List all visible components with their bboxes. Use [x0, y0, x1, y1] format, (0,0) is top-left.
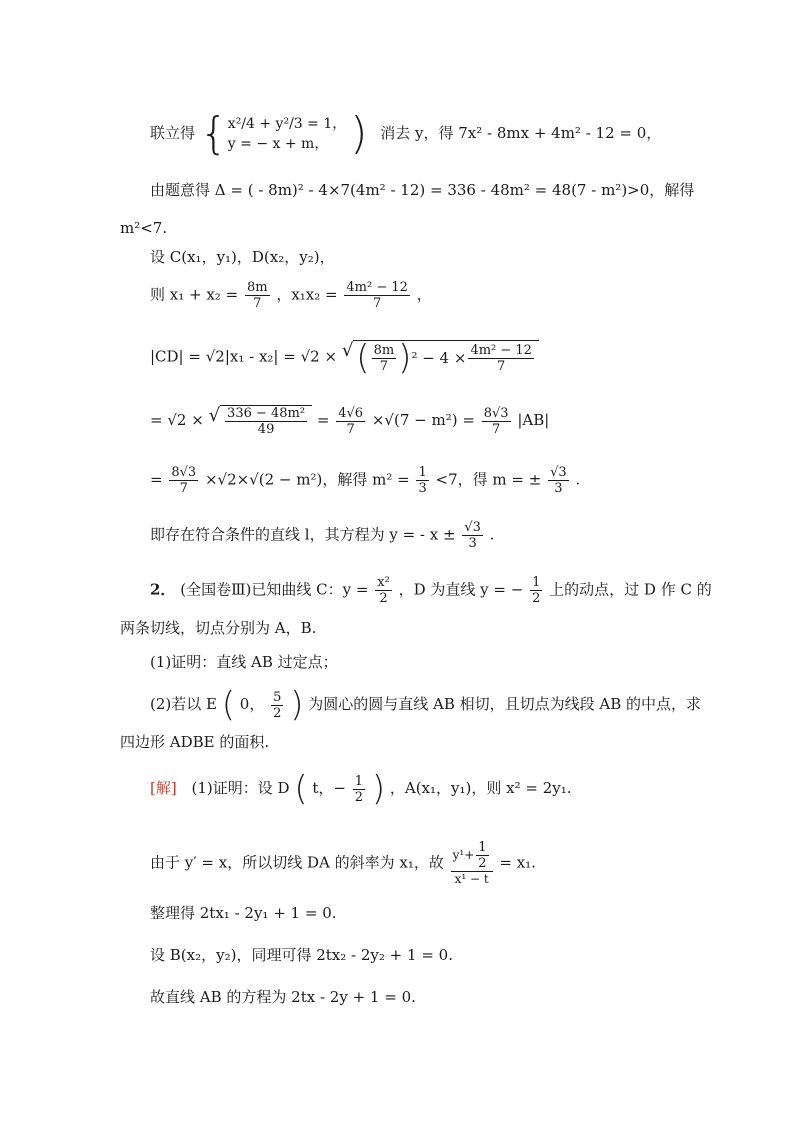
- formula-line: [150, 338, 539, 378]
- text: ，x₁x₂ =: [276, 285, 338, 304]
- denominator: 2: [478, 856, 487, 871]
- fraction: [225, 406, 307, 437]
- numerator: 1: [418, 465, 427, 480]
- denominator: 7: [379, 358, 388, 374]
- numerator: 4√6: [338, 405, 364, 421]
- fraction: [416, 465, 428, 496]
- fraction: [548, 465, 569, 496]
- system-row-2: y = − x + m，: [227, 136, 329, 152]
- solution-label: [解]: [150, 779, 177, 797]
- text: (2)若以 E: [150, 695, 217, 713]
- denominator: 7: [373, 296, 382, 311]
- denominator: 2: [354, 789, 364, 805]
- text: =: [316, 411, 330, 429]
- numerator: 8√3: [171, 465, 197, 480]
- numerator: 1: [478, 840, 487, 855]
- system-row-1: x²/4 + y²/3 = 1，: [227, 116, 347, 132]
- numerator: √3: [464, 520, 481, 535]
- text: ² − 4 ×: [411, 349, 467, 367]
- formula-line: [150, 405, 549, 437]
- solution-line-2: [150, 840, 536, 887]
- text: 消去 y，得 7x² - 8mx + 4m² - 12 = 0，: [380, 124, 662, 142]
- fraction: [353, 774, 365, 805]
- fraction: [468, 343, 534, 374]
- text-line: 由题意得 Δ = ( - 8m)² - 4×7(4m² - 12) = 336 - 48m² = 48(7 - m²)>0，解得: [150, 181, 695, 199]
- denominator: 2: [379, 591, 388, 606]
- text: ×√2×√(2 − m²)，解得 m² =: [204, 470, 410, 489]
- text: 0，: [239, 695, 265, 713]
- text: .: [575, 470, 581, 489]
- denominator: 49: [257, 422, 275, 437]
- text-line: 两条切线，切点分别为 A，B.: [120, 619, 317, 637]
- text: = x₁.: [499, 853, 536, 872]
- text: =: [150, 470, 163, 489]
- text: <7，得 m = ±: [435, 470, 542, 489]
- numerator: 8√3: [483, 405, 509, 421]
- denominator: 7: [497, 358, 506, 374]
- fraction: [482, 406, 511, 437]
- denominator: 2: [532, 591, 541, 606]
- denominator: 3: [468, 536, 477, 551]
- denominator: 2: [273, 705, 282, 721]
- text: 则 x₁ + x₂ =: [150, 285, 239, 304]
- sqrt: √ $\frac{\text{336 − 48m²}}{49}$: [209, 405, 313, 437]
- solution-line-1: [解] (1)证明：设 D ( t，− $\frac{1}{2}$ ) ，A(x₁，y₁)，则 x² = 2y₁.: [150, 769, 572, 809]
- text: 上的动点，过 D 作 C 的: [549, 580, 712, 599]
- numerator: 8m: [246, 280, 268, 295]
- solution-line-4: 设 B(x₂，y₂)，同理可得 2tx₂ - 2y₂ + 1 = 0.: [150, 946, 453, 964]
- text: = √2 ×: [150, 411, 204, 429]
- numerator: √3: [550, 465, 567, 480]
- text: (全国卷Ⅲ)已知曲线 C：y =: [180, 580, 369, 599]
- text: 为圆心的圆与直线 AB 相切，且切点为线段 AB 的中点，求: [308, 695, 702, 713]
- text: |AB|: [517, 411, 550, 429]
- denominator: 7: [491, 421, 501, 437]
- problem-2-line: [150, 575, 712, 606]
- fraction: [245, 280, 270, 311]
- text-line: 四边形 ADBE 的面积.: [120, 733, 270, 751]
- fraction: [462, 520, 483, 551]
- numerator: 8m: [373, 342, 395, 358]
- text-line: m²<7.: [120, 219, 168, 237]
- fraction: [530, 575, 542, 606]
- fraction: [372, 343, 397, 374]
- numerator: 4m² − 12: [346, 280, 408, 295]
- solution-line-5: 故直线 AB 的方程为 2tx - 2y + 1 = 0.: [150, 988, 416, 1006]
- numerator: x²: [377, 575, 390, 590]
- fraction: [336, 406, 365, 437]
- text-line: 设 C(x₁，y₁)，D(x₂，y₂)，: [150, 248, 335, 266]
- denominator: 7: [179, 481, 188, 496]
- denominator: 3: [554, 481, 563, 496]
- text: (1)证明：设 D: [191, 779, 290, 797]
- text: 由于 y′ = x，所以切线 DA 的斜率为 x₁，故: [150, 853, 444, 872]
- solution-line-3: 整理得 2tx₁ - 2y₁ + 1 = 0.: [150, 904, 337, 922]
- question-1: (1)证明：直线 AB 过定点；: [150, 653, 338, 671]
- numerator: 4m² − 12: [470, 342, 532, 358]
- text: 即存在符合条件的直线 l，其方程为 y = - x ±: [150, 525, 456, 544]
- formula-line: [150, 465, 580, 496]
- fraction: [451, 840, 493, 887]
- text: ，A(x₁，y₁)，则 x² = 2y₁.: [389, 779, 572, 797]
- numerator: 5: [273, 689, 282, 705]
- system-line: [150, 108, 662, 159]
- text: ，D 为直线 y = −: [398, 580, 524, 599]
- text: t，−: [312, 779, 346, 797]
- fraction: [169, 465, 198, 496]
- numerator: 1: [354, 773, 364, 789]
- text: 联立得: [150, 124, 196, 142]
- denominator: 7: [346, 421, 355, 437]
- denominator: x¹ − t: [454, 872, 489, 886]
- denominator: 7: [253, 296, 262, 311]
- text: ，: [416, 285, 432, 304]
- formula-line: [150, 280, 432, 311]
- fraction: [476, 840, 488, 871]
- text: |CD| = √2|x₁ - x₂| = √2 ×: [150, 347, 338, 366]
- problem-number: 2．: [150, 580, 176, 599]
- text: ×√(7 − m²) =: [371, 411, 475, 429]
- numerator: 336 − 48m²: [227, 406, 306, 421]
- numerator-text: y¹+: [452, 848, 475, 862]
- text: .: [489, 525, 495, 544]
- numerator: 1: [532, 575, 541, 590]
- question-2: (2)若以 E ( 0， $\frac{5}{2}$ ) 为圆心的圆与直线 AB 相切，且切点为线段 AB 的中点，求: [150, 685, 702, 725]
- fraction: [344, 280, 410, 311]
- formula-line: [150, 520, 494, 551]
- fraction: [375, 575, 392, 606]
- equation-system: { x²/4 + y²/3 = 1， y = − x + m， ): [199, 108, 368, 159]
- denominator: 3: [418, 481, 427, 496]
- sqrt: √ ( $\frac{8m}{7}$ ) ² − 4 × $\frac{\text{4m² − 12}}{7}$: [342, 340, 539, 375]
- fraction: [271, 690, 283, 721]
